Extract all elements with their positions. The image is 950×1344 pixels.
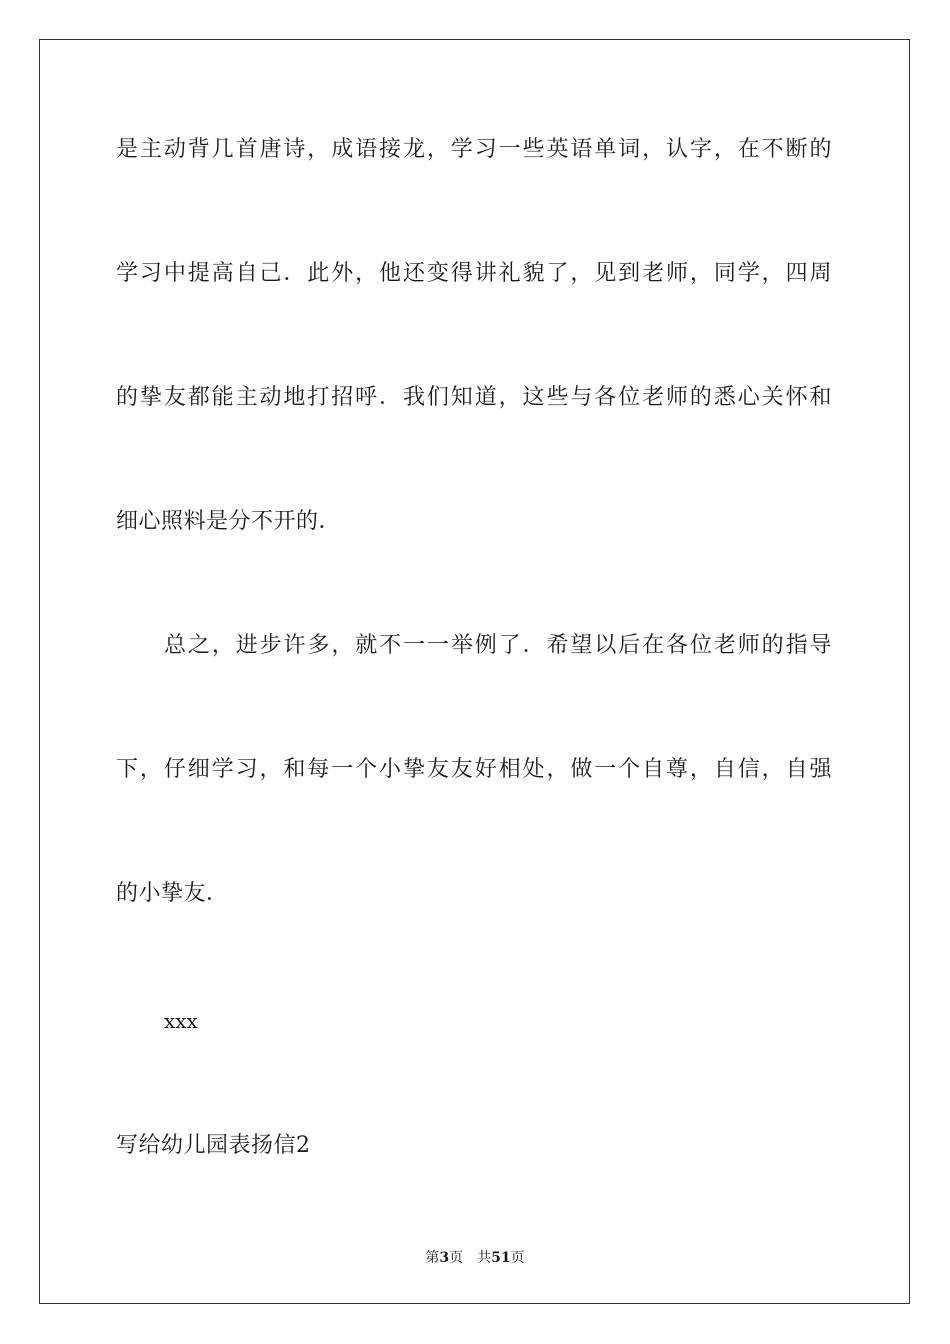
paragraph-line-2: 学习中提高自己．此外，他还变得讲礼貌了，见到老师，同学，四周 (116, 261, 832, 286)
paragraph-line-3: 的挚友都能主动地打招呼．我们知道，这些与各位老师的悉心关怀和 (116, 385, 832, 410)
footer-total-pages: 51 (491, 1250, 511, 1266)
paragraph-line-5: 总之，进步许多，就不一一举例了．希望以后在各位老师的指导 (164, 633, 832, 658)
paragraph-line-6: 下，仔细学习，和每一个小挚友友好相处，做一个自尊，自信，自强 (116, 757, 832, 782)
footer-page-suffix: 页 (449, 1250, 464, 1266)
footer-page-prefix: 第 (425, 1250, 440, 1266)
page-footer (0, 1248, 950, 1268)
paragraph-line-4: 细心照料是分不开的． (116, 509, 342, 534)
paragraph-line-7: 的小挚友． (116, 881, 229, 906)
paragraph-line-1: 是主动背几首唐诗，成语接龙，学习一些英语单词，认字，在不断的 (116, 137, 832, 162)
footer-total-suffix: 页 (510, 1250, 525, 1266)
footer-page-number: 3 (439, 1250, 450, 1266)
next-section-title: 写给幼儿园表扬信2 (116, 1133, 311, 1158)
page-border (39, 39, 910, 1304)
footer-total-prefix: 共 (477, 1250, 492, 1266)
signature: xxx (164, 1009, 198, 1033)
